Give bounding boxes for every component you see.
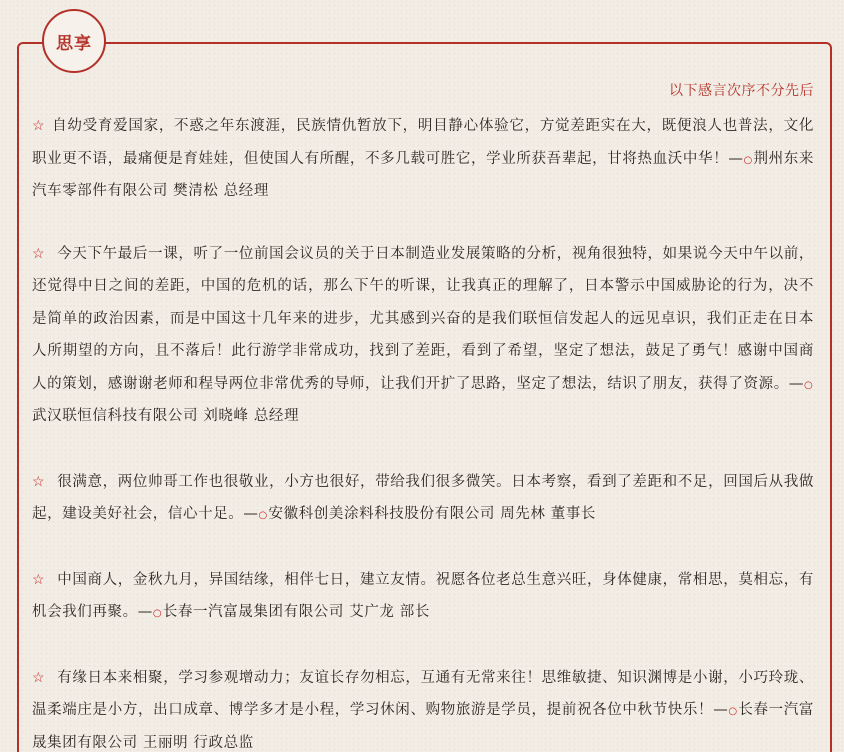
- testimonial-text: 很满意，两位帅哥工作也很敬业，小方也很好，带给我们很多微笑。日本考察，看到了差距和不足，回国后从我做起，建设美好社会，信心十足。—: [32, 473, 814, 522]
- testimonial-entry: [32, 466, 814, 531]
- red-bullet-icon: ○: [152, 608, 163, 619]
- star-icon: ☆: [32, 669, 46, 686]
- testimonial-signature: 长春一汽富晟集团有限公司 艾广龙 部长: [162, 604, 430, 620]
- star-icon: ☆: [32, 571, 46, 588]
- testimonial-text: 今天下午最后一课，听了一位前国会议员的关于日本制造业发展策略的分析，视角很独特，如果说今天中午以前，还觉得中日之间的差距，中国的危机的话，那么下午的听课，让我真正的理解了，日本警示中国威胁论的行为，决不是简单的政治因素，而是中国这十几年来的进步，尤其感到兴奋的是我们联恒信发起人的远见卓识，我们正走在日本人所期望的方向，且不落后！此行游学非常成功，找到了差距，看到了希望，坚定了想法，鼓足了勇气！感谢中国商人的策划，感谢谢老师和程导两位非常优秀的导师，让我们开扩了思路，坚定了想法，结识了朋友，获得了资源。—: [32, 245, 814, 392]
- testimonial-list: [32, 110, 814, 752]
- testimonial-entry: [32, 564, 814, 629]
- red-bullet-icon: ○: [258, 510, 268, 521]
- testimonial-signature: 荆州东来汽车零部件有限公司 樊清松 总经理: [32, 150, 814, 199]
- testimonial-signature: 安徽科创美涂料科技股份有限公司 周先林 董事长: [268, 506, 597, 522]
- red-bullet-icon: ○: [728, 706, 738, 717]
- badge-title: 思享: [56, 33, 92, 54]
- star-icon: ☆: [32, 118, 46, 134]
- order-note: 以下感言次序不分先后: [669, 83, 814, 99]
- star-icon: ☆: [32, 245, 46, 262]
- section-badge: [42, 9, 106, 73]
- testimonial-entry: [32, 238, 814, 433]
- testimonial-entry: [32, 662, 814, 752]
- red-bullet-icon: ○: [804, 379, 814, 391]
- testimonial-signature: 长春一汽富晟集团有限公司 王丽明 行政总监: [32, 702, 815, 751]
- testimonial-entry: [32, 110, 814, 208]
- testimonial-signature: 武汉联恒信科技有限公司 刘晓峰 总经理: [32, 408, 300, 424]
- red-bullet-icon: ○: [743, 154, 753, 166]
- testimonial-text: 自幼受育爱国家，不惑之年东渡涯，民族情仇暂放下，明目静心体验它，方觉差距实在大，既便浪人也普法，文化职业更不语，最痛便是育娃娃，但使国人有所醒，不多几载可胜它，学业所获吾辈起，甘将热血沃中华！—: [32, 118, 814, 167]
- star-icon: ☆: [32, 473, 46, 490]
- testimonial-text: 有缘日本来相聚，学习参观增动力；友谊长存勿相忘，互通有无常来往！思维敏捷、知识渊博是小谢，小巧玲珑、温柔端庄是小方，出口成章、博学多才是小程，学习休闲、购物旅游是学员，提前祝各位中秋节快乐！—: [32, 669, 814, 718]
- testimonial-text: 中国商人，金秋九月，异国结缘，相伴七日，建立友情。祝愿各位老总生意兴旺，身体健康，常相思，莫相忘，有机会我们再聚。—: [32, 571, 814, 620]
